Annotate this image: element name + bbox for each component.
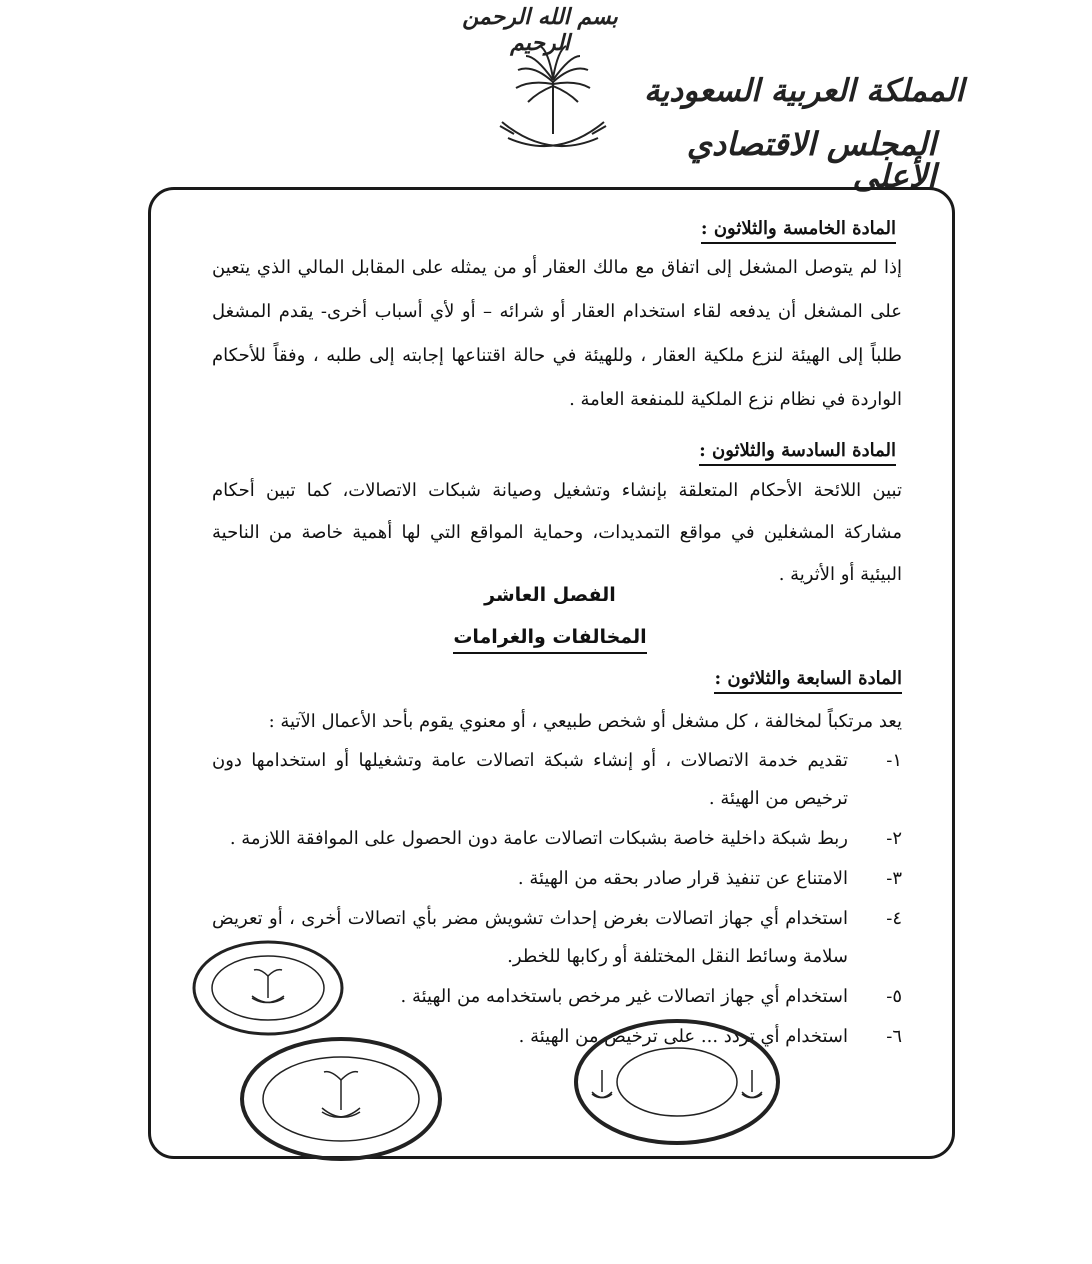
council-name: المجلس الاقتصادي الأعلى xyxy=(686,125,936,195)
list-item xyxy=(212,860,902,898)
item-text: استخدام أي جهاز اتصالات غير مرخص باستخدامه من الهيئة . xyxy=(400,986,848,1007)
item-number: ٦- xyxy=(886,1026,902,1047)
list-item xyxy=(212,820,902,858)
item-number: ٤- xyxy=(886,908,902,929)
chapter-number: الفصل العاشر xyxy=(484,584,616,606)
stamp-secretariat-icon xyxy=(190,938,346,1038)
chapter-title xyxy=(400,626,700,648)
article-35-title: المادة الخامسة والثلاثون : xyxy=(701,218,896,244)
item-number: ١- xyxy=(886,750,902,771)
kingdom-name: المملكة العربية السعودية xyxy=(644,73,964,109)
item-text: الامتناع عن تنفيذ قرار صادر بحقه من الهيئة . xyxy=(517,868,848,889)
item-number: ٣- xyxy=(886,868,902,889)
item-text: تقديم خدمة الاتصالات ، أو إنشاء شبكة اتصالات عامة وتشغيلها أو استخدامها دون ترخيص من الهيئة . xyxy=(212,750,848,809)
chapter-title-text: المخالفات والغرامات xyxy=(453,626,646,654)
stamp-communications-center-icon xyxy=(572,1016,782,1148)
article-37-intro: يعد مرتكباً لمخالفة ، كل مشغل أو شخص طبيعي ، أو معنوي يقوم بأحد الأعمال الآتية : xyxy=(268,711,902,732)
item-text: استخدام أي تردد ... على ترخيص من الهيئة . xyxy=(518,1026,848,1047)
article-36-title: المادة السادسة والثلاثون : xyxy=(699,440,896,466)
list-item xyxy=(212,742,902,818)
article-35-text: إذا لم يتوصل المشغل إلى اتفاق مع مالك العقار أو من يمثله على المقابل المالي الذي يتعين على المشغل أن يدفعه لقاء استخدام العقار أو شرائه – أو لأي أسباب أخرى- يقدم المشغل طلباً إلى الهيئة لنزع ملكية العقار ، وللهيئة في حالة اقتناعها إجابته إلى طلبه ، وفقاً للأحكام الواردة في نظام نزع الملكية للمنفعة العامة . xyxy=(212,257,902,410)
item-number: ٢- xyxy=(886,828,902,849)
article-36-text: تبين اللائحة الأحكام المتعلقة بإنشاء وتشغيل وصيانة شبكات الاتصالات، كما تبين أحكام مشاركة المشغلين في مواقع التمديدات، وحماية المواقع التي لها أهمية خاصة من الناحية البيئية أو الأثرية . xyxy=(212,480,902,585)
basmala: بسم الله الرحمن الرحيم xyxy=(462,4,618,56)
item-text: استخدام أي جهاز اتصالات بغرض إحداث تشويش مضر بأي اتصالات أخرى ، أو تعريض سلامة وسائط النقل المختلفة أو ركابها للخطر. xyxy=(212,908,848,967)
stamp-council-icon xyxy=(238,1034,444,1164)
item-text: ربط شبكة داخلية خاصة بشبكات اتصالات عامة دون الحصول على الموافقة اللازمة . xyxy=(229,828,848,849)
item-number: ٥- xyxy=(886,986,902,1007)
article-37-title: المادة السابعة والثلاثون : xyxy=(714,668,902,694)
saudi-emblem-icon xyxy=(488,42,618,162)
